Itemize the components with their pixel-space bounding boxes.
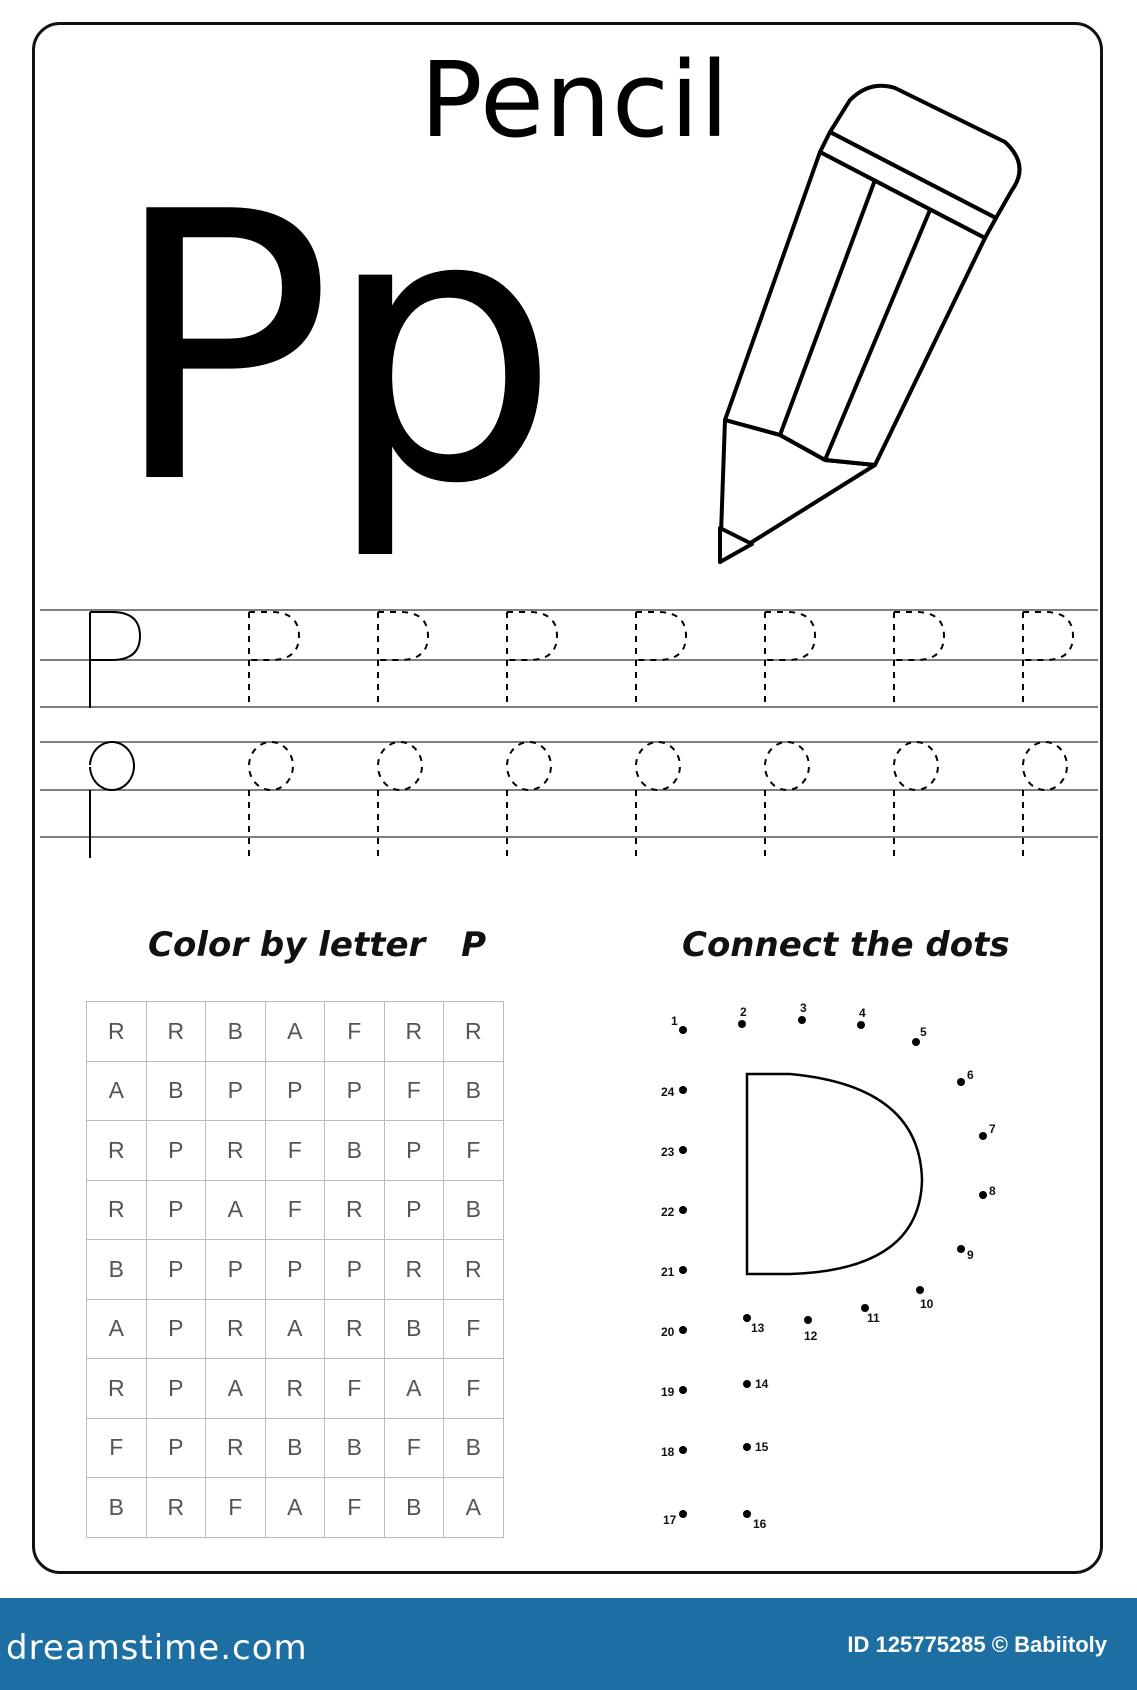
grid-cell[interactable]: P (384, 1180, 444, 1240)
dot-number: 8 (989, 1184, 996, 1198)
guide-letter-d (747, 1074, 922, 1274)
grid-cell[interactable]: A (265, 1478, 325, 1538)
dot-number: 14 (755, 1377, 769, 1391)
connect-dots-area (640, 990, 1100, 1550)
dot[interactable] (912, 1038, 920, 1046)
footer-id: ID 125775285 © Babiitoly (847, 1632, 1107, 1657)
grid-cell[interactable]: A (206, 1359, 266, 1419)
grid-cell[interactable]: P (146, 1121, 206, 1181)
grid-cell[interactable]: R (444, 1240, 504, 1300)
dot[interactable] (679, 1510, 687, 1518)
lowercase-p-trace (249, 742, 293, 858)
dot[interactable] (679, 1086, 687, 1094)
grid-cell[interactable]: B (206, 1002, 266, 1062)
footer-brand: dreamstime.com (6, 1628, 308, 1668)
grid-cell[interactable]: P (206, 1061, 266, 1121)
dot-number: 10 (920, 1297, 934, 1311)
dot-number: 4 (859, 1006, 866, 1020)
grid-row (87, 1180, 504, 1240)
grid-cell[interactable]: F (206, 1478, 266, 1538)
grid-cell[interactable]: P (325, 1061, 385, 1121)
grid-cell[interactable]: B (325, 1121, 385, 1181)
grid-cell[interactable]: R (206, 1299, 266, 1359)
grid-cell[interactable]: B (444, 1061, 504, 1121)
grid-cell[interactable]: R (87, 1121, 147, 1181)
big-letter-pp: Pp (110, 135, 552, 565)
grid-row (87, 1061, 504, 1121)
grid-cell[interactable]: A (87, 1061, 147, 1121)
dot[interactable] (916, 1286, 924, 1294)
dot[interactable] (798, 1016, 806, 1024)
dot[interactable] (804, 1316, 812, 1324)
grid-cell[interactable]: A (87, 1299, 147, 1359)
grid-cell[interactable]: F (384, 1418, 444, 1478)
grid-cell[interactable]: P (384, 1121, 444, 1181)
grid-cell[interactable]: B (325, 1418, 385, 1478)
grid-cell[interactable]: R (384, 1240, 444, 1300)
dot-number: 5 (920, 1025, 927, 1039)
lowercase-p-model (90, 742, 134, 858)
dot[interactable] (743, 1380, 751, 1388)
grid-cell[interactable]: P (265, 1240, 325, 1300)
grid-cell[interactable]: F (444, 1299, 504, 1359)
grid-cell[interactable]: F (444, 1121, 504, 1181)
grid-cell[interactable]: B (87, 1240, 147, 1300)
dot[interactable] (857, 1021, 865, 1029)
grid-cell[interactable]: R (87, 1180, 147, 1240)
dot[interactable] (679, 1326, 687, 1334)
dot[interactable] (743, 1443, 751, 1451)
dot-number: 17 (663, 1513, 677, 1527)
grid-cell[interactable]: A (384, 1359, 444, 1419)
dot[interactable] (957, 1078, 965, 1086)
dot[interactable] (679, 1026, 687, 1034)
grid-row (87, 1299, 504, 1359)
dot-number: 19 (661, 1385, 675, 1399)
grid-cell[interactable]: R (444, 1002, 504, 1062)
color-by-letter-grid (86, 1001, 504, 1538)
grid-cell[interactable]: R (325, 1180, 385, 1240)
lowercase-p-trace (378, 742, 422, 858)
grid-cell[interactable]: F (265, 1180, 325, 1240)
grid-row (87, 1240, 504, 1300)
grid-cell[interactable]: P (325, 1240, 385, 1300)
grid-cell[interactable]: A (206, 1180, 266, 1240)
grid-row (87, 1359, 504, 1419)
grid-cell[interactable]: R (146, 1478, 206, 1538)
lowercase-p-trace (894, 742, 938, 858)
grid-cell[interactable]: A (444, 1478, 504, 1538)
color-by-letter-label: Color by letter (148, 925, 426, 965)
dot[interactable] (679, 1206, 687, 1214)
grid-cell[interactable]: R (265, 1359, 325, 1419)
dot-number: 3 (800, 1001, 807, 1015)
dot-number: 16 (753, 1517, 767, 1531)
dot-number: 22 (661, 1205, 675, 1219)
grid-cell[interactable]: R (384, 1002, 444, 1062)
grid-cell[interactable]: B (146, 1061, 206, 1121)
lowercase-p-trace (1023, 742, 1067, 858)
dot-number: 24 (661, 1085, 675, 1099)
grid-cell[interactable]: R (206, 1418, 266, 1478)
dot[interactable] (738, 1020, 746, 1028)
lowercase-p-trace (765, 742, 809, 858)
grid-cell[interactable]: A (265, 1002, 325, 1062)
dot-number: 1 (671, 1014, 678, 1028)
grid-cell[interactable]: B (87, 1478, 147, 1538)
grid-cell[interactable]: P (146, 1359, 206, 1419)
dot-number: 9 (967, 1248, 974, 1262)
grid-cell[interactable]: P (146, 1418, 206, 1478)
grid-cell[interactable]: A (265, 1299, 325, 1359)
grid-cell[interactable]: B (265, 1418, 325, 1478)
dot-number: 2 (740, 1005, 747, 1019)
grid-cell[interactable]: B (384, 1478, 444, 1538)
dot[interactable] (679, 1446, 687, 1454)
dot-number: 18 (661, 1445, 675, 1459)
footer-bar (0, 1598, 1137, 1690)
grid-cell[interactable]: F (325, 1359, 385, 1419)
grid-cell[interactable]: P (146, 1299, 206, 1359)
grid-cell[interactable]: F (325, 1478, 385, 1538)
dot-number: 21 (661, 1265, 675, 1279)
grid-cell[interactable]: F (87, 1418, 147, 1478)
grid-cell[interactable]: P (146, 1240, 206, 1300)
dot[interactable] (979, 1191, 987, 1199)
target-letter: P (461, 925, 487, 965)
grid-row (87, 1002, 504, 1062)
connect-dots-title: Connect the dots (682, 925, 1010, 965)
grid-cell[interactable]: R (325, 1299, 385, 1359)
grid-row (87, 1478, 504, 1538)
grid-cell[interactable]: F (265, 1121, 325, 1181)
dot[interactable] (743, 1314, 751, 1322)
grid-cell[interactable]: R (87, 1002, 147, 1062)
dot-number: 23 (661, 1145, 675, 1159)
dot-number: 6 (967, 1068, 974, 1082)
grid-row (87, 1121, 504, 1181)
dot-number: 12 (804, 1329, 818, 1343)
grid-cell[interactable]: P (146, 1180, 206, 1240)
dot[interactable] (957, 1245, 965, 1253)
lowercase-p-trace (507, 742, 551, 858)
color-by-letter-title (148, 925, 486, 965)
worksheet-title: Pencil (420, 39, 730, 161)
dot[interactable] (679, 1386, 687, 1394)
dot-number: 13 (751, 1321, 765, 1335)
grid-cell[interactable]: P (206, 1240, 266, 1300)
grid-cell[interactable]: B (384, 1299, 444, 1359)
dot[interactable] (679, 1146, 687, 1154)
grid-cell[interactable]: B (444, 1418, 504, 1478)
grid-row (87, 1418, 504, 1478)
dot-number: 20 (661, 1325, 675, 1339)
grid-cell[interactable]: F (325, 1002, 385, 1062)
grid-cell[interactable]: F (444, 1359, 504, 1419)
grid-cell[interactable]: B (444, 1180, 504, 1240)
dot-number: 11 (867, 1311, 880, 1325)
dot[interactable] (743, 1510, 751, 1518)
grid-cell[interactable]: R (206, 1121, 266, 1181)
grid-cell[interactable]: P (265, 1061, 325, 1121)
grid-cell[interactable]: R (146, 1002, 206, 1062)
grid-cell[interactable]: F (384, 1061, 444, 1121)
dot[interactable] (679, 1266, 687, 1274)
lowercase-p-trace (636, 742, 680, 858)
dot-number: 15 (755, 1440, 769, 1454)
grid-cell[interactable]: R (87, 1359, 147, 1419)
dot[interactable] (979, 1132, 987, 1140)
dot-number: 7 (989, 1122, 996, 1136)
